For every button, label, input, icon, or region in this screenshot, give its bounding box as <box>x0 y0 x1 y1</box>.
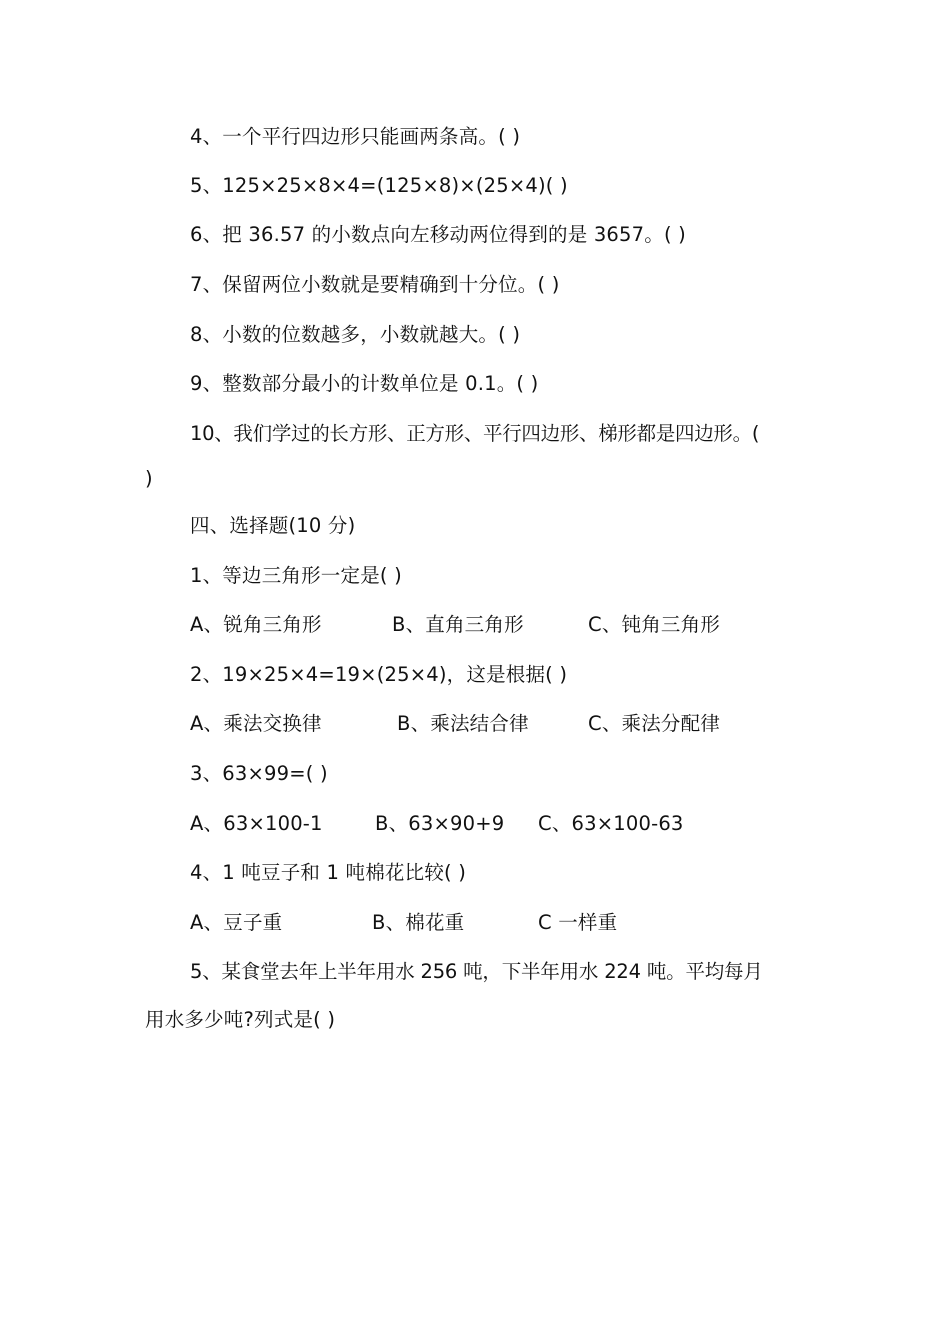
choice-question-5: 5、某食堂去年上半年用水 256 吨，下半年用水 224 吨。平均每月 <box>190 960 763 983</box>
option-b: B、棉花重 <box>372 911 465 934</box>
judgement-question-9: 9、整数部分最小的计数单位是 0.1。( ) <box>190 372 539 395</box>
judgement-question-4: 4、一个平行四边形只能画两条高。( ) <box>190 125 521 148</box>
choice-question-1: 1、等边三角形一定是( ) <box>190 564 402 587</box>
option-a: A、乘法交换律 <box>190 712 322 735</box>
option-c: C 一样重 <box>538 911 618 934</box>
option-c: C、乘法分配律 <box>588 712 721 735</box>
option-b: B、63×90+9 <box>375 812 505 835</box>
judgement-question-8: 8、小数的位数越多，小数就越大。( ) <box>190 323 521 346</box>
option-b: B、乘法结合律 <box>397 712 529 735</box>
judgement-question-6: 6、把 36.57 的小数点向左移动两位得到的是 3657。( ) <box>190 223 686 246</box>
judgement-question-10-continuation: ) <box>145 467 153 490</box>
option-c: C、63×100-63 <box>538 812 684 835</box>
judgement-question-10: 10、我们学过的长方形、正方形、平行四边形、梯形都是四边形。( <box>190 422 760 445</box>
section-title-choice: 四、选择题(10 分) <box>190 514 356 537</box>
judgement-question-7: 7、保留两位小数就是要精确到十分位。( ) <box>190 273 560 296</box>
option-c: C、钝角三角形 <box>588 613 721 636</box>
choice-question-4: 4、1 吨豆子和 1 吨棉花比较( ) <box>190 861 467 884</box>
option-b: B、直角三角形 <box>392 613 524 636</box>
choice-question-2: 2、19×25×4=19×(25×4)，这是根据( ) <box>190 663 568 686</box>
option-a: A、锐角三角形 <box>190 613 322 636</box>
choice-question-3: 3、63×99=( ) <box>190 762 328 785</box>
option-a: A、豆子重 <box>190 911 283 934</box>
judgement-question-5: 5、125×25×8×4=(125×8)×(25×4)( ) <box>190 174 568 197</box>
choice-question-5-continuation: 用水多少吨?列式是( ) <box>145 1008 336 1031</box>
option-a: A、63×100-1 <box>190 812 323 835</box>
